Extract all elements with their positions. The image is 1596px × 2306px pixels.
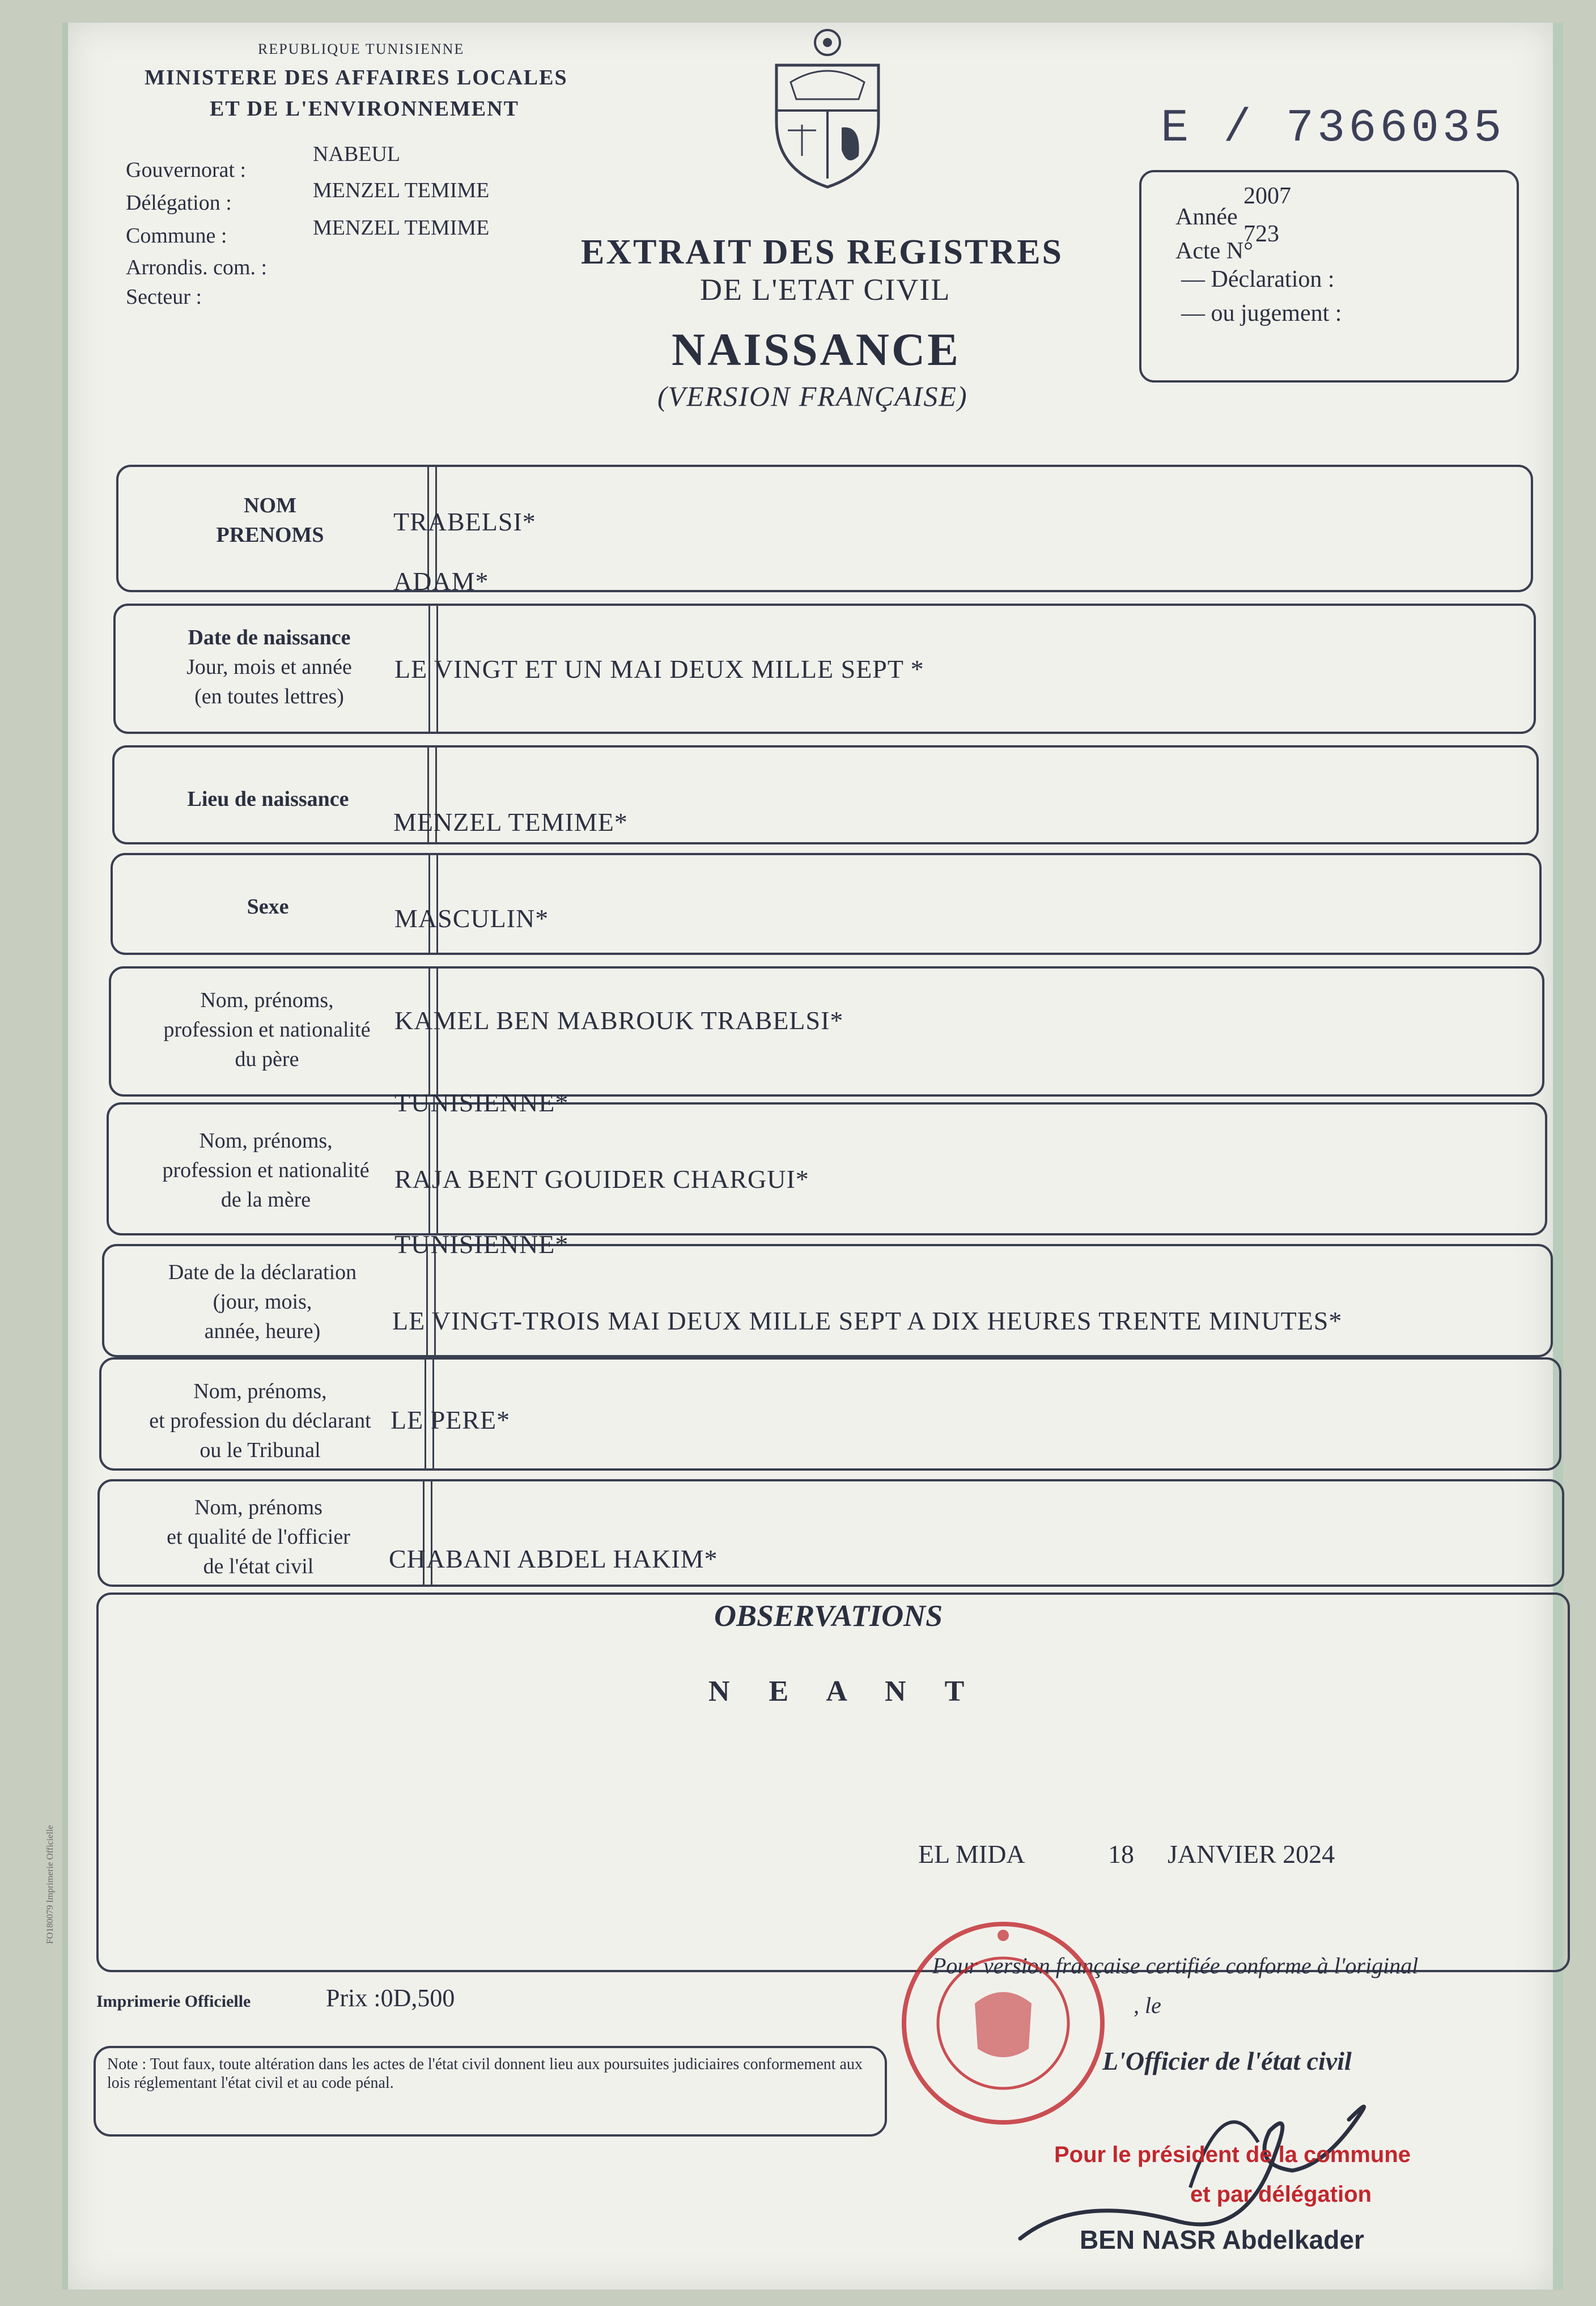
observations-title: OBSERVATIONS: [714, 1599, 943, 1633]
delegation-value: MENZEL TEMIME: [313, 179, 490, 202]
annee-value: 2007: [1243, 183, 1291, 209]
row-value: MENZEL TEMIME*: [393, 808, 628, 836]
row-value-secondary: TUNISIENNE*: [394, 1230, 569, 1259]
row-label-line: Nom, prénoms,: [200, 988, 334, 1012]
issue-day: 18: [1108, 1840, 1134, 1868]
officer-title: L'Officier de l'état civil: [1102, 2046, 1352, 2075]
row-label-line: année, heure): [204, 1319, 321, 1343]
registry-row: [97, 1479, 1564, 1587]
price-label: Prix :0D,500: [326, 1984, 455, 2012]
row-label-line: de la mère: [220, 1188, 311, 1212]
printer-label: Imprimerie Officielle: [96, 1992, 251, 2011]
row-label-bold: NOM: [244, 494, 296, 517]
observations-box: [96, 1592, 1570, 1972]
row-label-bold: Date de naissance: [188, 626, 351, 649]
record-box: [1139, 170, 1519, 383]
registry-row: [102, 1244, 1553, 1357]
registry-row: [116, 465, 1533, 596]
coat-of-arms-icon: [762, 26, 893, 190]
registry-row: [111, 853, 1542, 955]
issue-place: EL MIDA: [918, 1840, 1025, 1868]
row-divider: [426, 1246, 428, 1355]
registry-row: [113, 604, 1536, 734]
ministry-line1: MINISTERE DES AFFAIRES LOCALES: [145, 66, 568, 90]
row-value: LE VINGT-TROIS MAI DEUX MILLE SEPT A DIX HEURES TRENTE MINUTES*: [392, 1306, 1343, 1335]
ministry-line2: ET DE L'ENVIRONNEMENT: [210, 97, 519, 121]
commune-value: MENZEL TEMIME: [313, 216, 490, 240]
observations-value: N E A N T: [708, 1675, 980, 1708]
title-version: (VERSION FRANÇAISE): [657, 380, 968, 412]
row-value: MASCULIN*: [394, 904, 549, 933]
row-label-bold: Sexe: [247, 895, 289, 919]
serial-number: E / 7366035: [1161, 102, 1505, 155]
certified-le: , le: [1134, 1993, 1161, 2018]
row-label-line: et profession du déclarant: [149, 1409, 371, 1433]
row-value: CHABANI ABDEL HAKIM*: [389, 1544, 718, 1573]
row-label-bold: PRENOMS: [216, 523, 324, 547]
row-label: [118, 491, 422, 550]
row-value: RAJA BENT GOUIDER CHARGUI*: [394, 1165, 809, 1194]
row-label-line: et qualité de l'officier: [167, 1525, 350, 1549]
admin-fields: [126, 142, 557, 309]
legal-note-box: [94, 2046, 887, 2137]
row-label: [114, 784, 422, 814]
row-value-secondary: TUNISIENNE*: [394, 1088, 569, 1117]
republic-label: REPUBLIQUE TUNISIENNE: [258, 41, 465, 57]
row-label-line: de l'état civil: [203, 1555, 314, 1578]
row-value: LE VINGT ET UN MAI DEUX MILLE SEPT *: [394, 655, 924, 683]
row-label: [109, 1126, 423, 1214]
legal-note-text: Note : Tout faux, toute altération dans les actes de l'état civil donnent lieu aux poursuites judiciaires conformement aux lois réglementant l'état civil et au code pénal.: [107, 2056, 863, 2092]
row-label-line: du père: [235, 1047, 299, 1071]
arrondissement-label: Arrondis. com. :: [126, 256, 268, 279]
declaration-label: — Déclaration :: [1181, 266, 1335, 292]
row-label-bold: Lieu de naissance: [187, 787, 349, 811]
row-value: KAMEL BEN MABROUK TRABELSI*: [394, 1006, 844, 1035]
row-label-line: profession et nationalité: [162, 1158, 370, 1182]
row-label: [101, 1377, 419, 1465]
row-divider: [434, 1246, 436, 1355]
delegation-label: Délégation :: [126, 191, 232, 215]
row-label: [116, 623, 423, 711]
row-label-line: (en toutes lettres): [194, 685, 344, 708]
acte-label: Acte N°: [1175, 238, 1253, 264]
registry-row: [107, 1102, 1547, 1259]
row-label: [111, 986, 423, 1074]
issue-month-year: JANVIER 2024: [1168, 1840, 1335, 1868]
stamp-text: [924, 1935, 1083, 1936]
row-value: TRABELSI*: [393, 507, 536, 536]
row-value-secondary: ADAM*: [393, 567, 489, 596]
registry-row: [99, 1357, 1561, 1471]
annee-label: Année: [1175, 204, 1238, 230]
row-label-line: (jour, mois,: [213, 1290, 312, 1314]
row-value: LE PERE*: [390, 1405, 511, 1434]
row-label: [113, 892, 423, 921]
registry-row: [112, 745, 1539, 844]
jugement-label: — ou jugement :: [1181, 300, 1342, 326]
side-code: FO180079 Imprimerie Officielle: [45, 1825, 55, 1944]
row-label-line: Date de la déclaration: [168, 1260, 357, 1284]
acte-value: 723: [1243, 221, 1279, 247]
row-label-line: Nom, prénoms: [194, 1496, 322, 1519]
certified-text: Pour version française certifiée conforme à l'original: [932, 1953, 1419, 1978]
gouvernorat-value: NABEUL: [313, 142, 401, 166]
signer-line2: et par délégation: [1190, 2182, 1372, 2207]
row-label-line: ou le Tribunal: [200, 1438, 321, 1462]
row-label-line: profession et nationalité: [163, 1018, 371, 1042]
row-label: [100, 1493, 417, 1581]
gouvernorat-label: Gouvernorat :: [126, 158, 247, 182]
secteur-label: Secteur :: [126, 285, 202, 309]
signer-name: BEN NASR Abdelkader: [1080, 2225, 1364, 2254]
title-line1: EXTRAIT DES REGISTRES: [581, 233, 1063, 271]
row-label-line: Jour, mois et année: [186, 655, 352, 679]
row-label-line: Nom, prénoms,: [193, 1379, 327, 1403]
signer-line1: Pour le président de la commune: [1054, 2142, 1411, 2167]
row-label-line: Nom, prénoms,: [199, 1129, 333, 1153]
title-line2: DE L'ETAT CIVIL: [700, 273, 951, 307]
title-main: NAISSANCE: [672, 324, 961, 375]
row-label: [104, 1258, 421, 1346]
registry-row: [109, 966, 1544, 1117]
commune-label: Commune :: [126, 224, 227, 248]
